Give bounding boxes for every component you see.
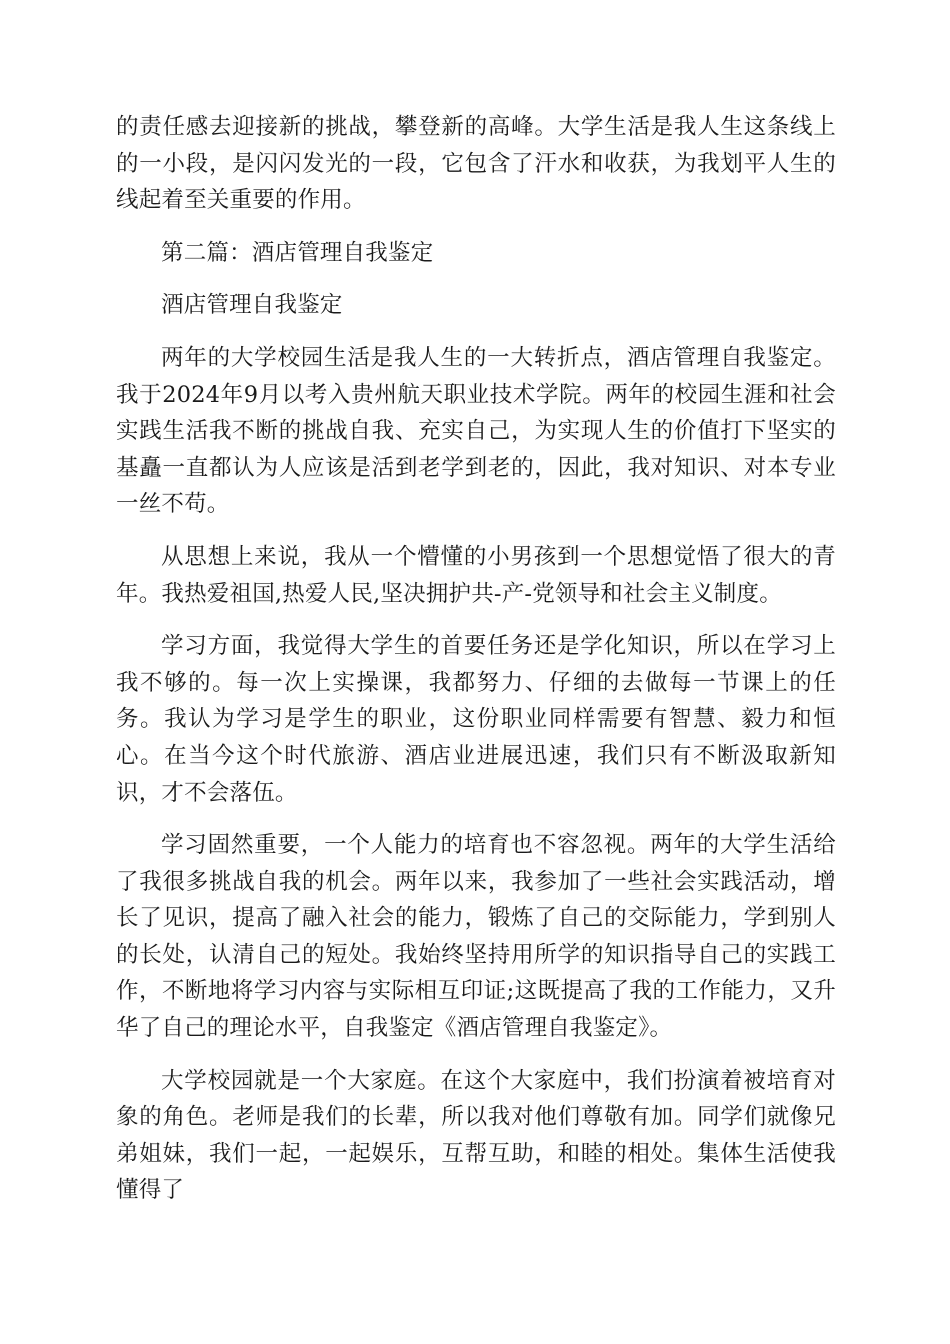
paragraph: 两年的大学校园生活是我人生的一大转折点，酒店管理自我鉴定。我于2024年9月以考入贵州航天职业技术学院。两年的校园生涯和社会实践生活我不断的挑战自我、充实自己，为实现人生的价值打下坚实的基矗一直都认为人应该是活到老学到老的，因此，我对知识、对本专业一丝不苟。 <box>116 344 836 518</box>
section-title: 第二篇：酒店管理自我鉴定 <box>161 239 434 266</box>
paragraph: 大学校园就是一个大家庭。在这个大家庭中，我们扮演着被培育对象的角色。老师是我们的长辈，所以我对他们尊敬有加。同学们就像兄弟姐妹，我们一起，一起娱乐，互帮互助，和睦的相处。集体生活使我懂得了 <box>116 1067 836 1204</box>
continuation-paragraph: 的责任感去迎接新的挑战，攀登新的高峰。大学生活是我人生这条线上的一小段，是闪闪发光的一段，它包含了汗水和收获，为我划平人生的线起着至关重要的作用。 <box>116 114 836 214</box>
paragraph: 从思想上来说，我从一个懵懂的小男孩到一个思想觉悟了很大的青年。我热爱祖国,热爱人民,坚决拥护共-产-党领导和社会主义制度。 <box>116 543 836 607</box>
paragraph: 学习方面，我觉得大学生的首要任务还是学化知识，所以在学习上我不够的。每一次上实操课，我都努力、仔细的去做每一节课上的任务。我认为学习是学生的职业，这份职业同样需要有智慧、毅力和恒心。在当今这个时代旅游、酒店业进展迅速，我们只有不断汲取新知识，才不会落伍。 <box>116 633 836 806</box>
section-subtitle: 酒店管理自我鉴定 <box>161 292 343 319</box>
paragraph: 学习固然重要，一个人能力的培育也不容忽视。两年的大学生活给了我很多挑战自我的机会。两年以来，我参加了一些社会实践活动，增长了见识，提高了融入社会的能力，锻炼了自己的交际能力，学到别人的长处，认清自己的短处。我始终坚持用所学的知识指导自己的实践工作，不断地将学习内容与实际相互印证;这既提高了我的工作能力，又升华了自己的理论水平，自我鉴定《酒店管理自我鉴定》。 <box>116 832 836 1042</box>
document-body <box>116 109 836 1225</box>
